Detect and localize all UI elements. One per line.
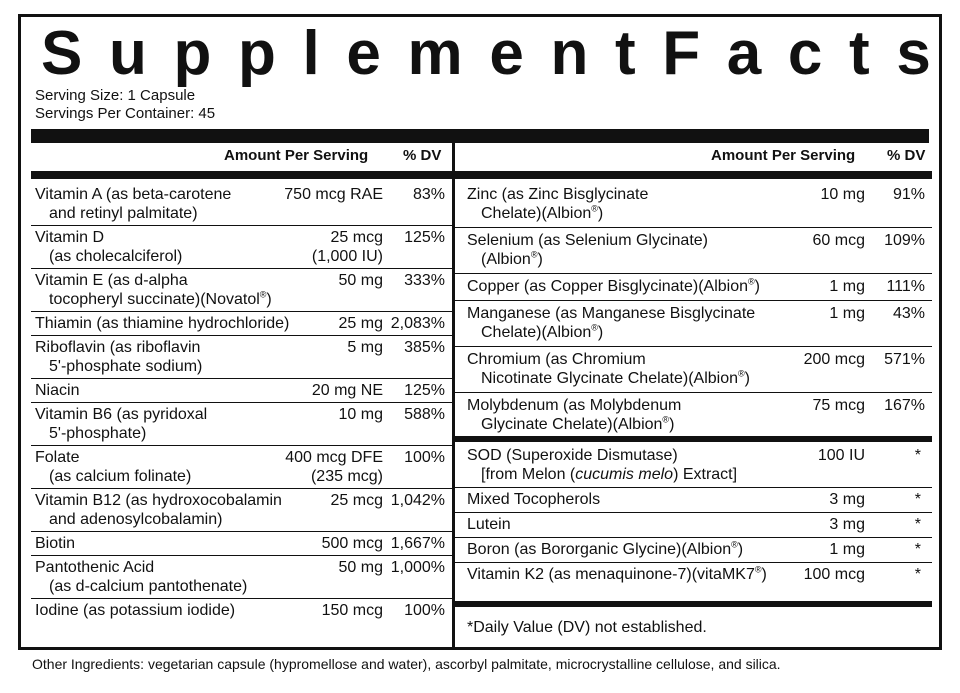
nutrient-daily-value: 111% [886,278,925,295]
title-letter: e [489,19,524,88]
nutrient-daily-value: * [914,447,921,464]
nutrient-name-line2: (as calcium folinate) [49,468,192,485]
top-thick-bar [31,129,929,143]
row-divider [31,598,452,599]
nutrient-amount: 20 mg NE [311,382,383,399]
row-divider [31,531,452,532]
row-divider [455,512,932,513]
right-amount-header: Amount Per Serving [711,147,856,164]
nutrient-name-line1: Pantothenic Acid [35,559,155,576]
nutrient-name-line2: and retinyl palmitate) [49,205,198,222]
nutrient-daily-value: 1,667% [390,535,445,552]
nutrient-name-line1: Vitamin K2 (as menaquinone-7)(vitaMK7®) [467,564,767,583]
nutrient-name [35,271,272,309]
title-letter: e [346,19,381,88]
title-letter: c [787,19,823,88]
nutrient-name [35,228,182,266]
row-divider [31,378,452,379]
row-divider [455,487,932,488]
title-letter: F [662,19,701,88]
left-dv-header: % DV [403,147,442,164]
left-header-bar [31,171,452,179]
nutrient-name-line1: Folate [35,449,80,466]
nutrient-name [35,314,289,333]
nutrient-daily-value: 125% [404,382,445,399]
nutrient-name-line1: Vitamin D [35,229,105,246]
nutrient-name-line1: Niacin [35,382,80,399]
nutrient-name-line2: (Albion®) [481,249,543,268]
nutrient-name-line1: Riboflavin (as riboflavin [35,339,201,356]
nutrient-daily-value: * [914,491,921,508]
nutrient-amount: 75 mcg [812,397,865,414]
row-divider [31,488,452,489]
nutrient-name-line1: Chromium (as Chromium [467,351,646,368]
row-divider [455,562,932,563]
nutrient-name-line1: Copper (as Copper Bisglycinate)(Albion®) [467,276,760,295]
row-divider [31,268,452,269]
nutrient-daily-value: 43% [892,305,925,322]
nutrient-daily-value: 100% [404,449,445,466]
nutrient-name-line2: Chelate)(Albion®) [481,322,604,341]
nutrient-name [35,448,191,486]
nutrient-amount: 10 mg [338,406,383,423]
nutrient-amount: 150 mcg [321,602,383,619]
supplement-facts-panel [18,14,942,650]
nutrient-daily-value: 2,083% [390,315,445,332]
nutrient-daily-value: 571% [884,351,925,368]
nutrient-name [467,185,648,223]
serving-info [35,87,215,123]
nutrient-name-line1: Iodine (as potassium iodide) [35,602,236,619]
nutrient-name-line2: [from Melon (cucumis melo) Extract] [481,466,738,483]
right-dv-header: % DV [887,147,926,164]
nutrient-daily-value: 125% [404,229,445,246]
nutrient-name-line2: Glycinate Chelate)(Albion®) [481,414,675,433]
nutrient-amount: 25 mg [338,315,383,332]
row-divider [455,346,932,347]
row-divider [31,555,452,556]
nutrient-name [35,338,202,376]
title-letter: a [726,19,762,88]
title-letter: p [238,19,276,88]
nutrient-name [467,565,767,584]
nutrient-name [467,515,511,534]
title-letter: n [550,19,589,88]
row-divider [455,227,932,228]
left-amount-header: Amount Per Serving [224,147,369,164]
serving-size: Serving Size: 1 Capsule [35,87,196,104]
title-letter: S [41,19,83,88]
nutrient-amount: 3 mg [829,491,865,508]
nutrient-name-line1: Thiamin (as thiamine hydrochloride) [35,315,290,332]
nutrient-name-line1: Zinc (as Zinc Bisglycinate [467,186,649,203]
nutrient-name [35,601,235,620]
nutrient-name-line2: 5'-phosphate sodium) [49,358,203,375]
other-ingredients: Other Ingredients: vegetarian capsule (hypromellose and water), ascorbyl palmitate, microcrystalline cellulose, and silica. [32,656,781,672]
nutrient-amount: 500 mcg [321,535,383,552]
nutrient-name-line1: Lutein [467,516,511,533]
nutrient-name-line1: Manganese (as Manganese Bisglycinate [467,305,756,322]
nutrient-daily-value: 109% [884,232,925,249]
right-bottom-bar [455,601,932,607]
nutrient-name-line1: Biotin [35,535,76,552]
nutrient-name [35,534,75,553]
right-header-bar [455,171,932,179]
nutrient-name [35,405,207,443]
nutrient-daily-value: 83% [412,186,445,203]
nutrient-name-line1: Selenium (as Selenium Glycinate) [467,232,708,249]
nutrient-name [35,491,282,529]
row-divider [31,225,452,226]
nutrient-name-line2: Nicotinate Glycinate Chelate)(Albion®) [481,368,750,387]
nutrient-amount: 100 mcg [803,566,865,583]
nutrient-daily-value: * [914,541,921,558]
nutrient-name-line1: Vitamin A (as beta-carotene [35,186,232,203]
nutrient-amount: 750 mcg RAE [284,186,383,203]
nutrient-name-line2: Chelate)(Albion®) [481,203,604,222]
row-divider [31,445,452,446]
nutrient-amount: 25 mcg (1,000 IU) [311,229,383,265]
nutrient-daily-value: 1,000% [390,559,445,576]
nutrient-amount: 400 mcg DFE (235 mcg) [285,449,383,485]
nutrient-amount: 1 mg [829,541,865,558]
daily-value-footnote: *Daily Value (DV) not established. [467,619,707,636]
nutrient-amount: 10 mg [820,186,865,203]
nutrient-name [35,558,247,596]
right-section-bar [455,436,932,442]
nutrient-amount: 50 mg [338,272,383,289]
nutrient-name [467,446,737,484]
title-letter: m [407,19,463,88]
nutrient-name-line1: Boron (as Bororganic Glycine)(Albion®) [467,539,744,558]
title-letter: l [302,19,320,88]
nutrient-name-line2: and adenosylcobalamin) [49,511,223,528]
servings-per-container: Servings Per Container: 45 [35,105,216,122]
row-divider [455,537,932,538]
column-separator [452,143,455,647]
nutrient-name [467,350,750,388]
nutrient-amount: 50 mg [338,559,383,576]
nutrient-daily-value: 167% [884,397,925,414]
nutrient-daily-value: 100% [404,602,445,619]
nutrient-daily-value: * [914,566,921,583]
nutrient-amount: 1 mg [829,305,865,322]
nutrient-name [467,304,755,342]
nutrient-name-line2: tocopheryl succinate)(Novatol®) [49,289,272,308]
panel-title [41,15,931,93]
row-divider [455,300,932,301]
nutrient-daily-value: 385% [404,339,445,356]
row-divider [31,402,452,403]
row-divider [31,311,452,312]
nutrient-name [467,396,681,434]
nutrient-name-line2: 5'-phosphate) [49,425,147,442]
nutrient-name-line1: Molybdenum (as Molybdenum [467,397,682,414]
row-divider [31,335,452,336]
row-divider [455,273,932,274]
nutrient-name [467,277,760,296]
nutrient-name [35,185,231,223]
nutrient-name-line1: SOD (Superoxide Dismutase) [467,447,678,464]
nutrient-daily-value: * [914,516,921,533]
title-letter: s [896,19,931,88]
row-divider [455,392,932,393]
nutrient-amount: 1 mg [829,278,865,295]
nutrient-name-line2: (as d-calcium pantothenate) [49,578,248,595]
title-letter: p [173,19,212,88]
nutrient-name [467,540,743,559]
nutrient-daily-value: 1,042% [390,492,445,509]
nutrient-name-line1: Mixed Tocopherols [467,491,601,508]
nutrient-daily-value: 91% [892,186,925,203]
nutrient-name-line2: (as cholecalciferol) [49,248,183,265]
nutrient-name-line1: Vitamin E (as d-alpha [35,272,188,289]
nutrient-amount: 5 mg [347,339,383,356]
nutrient-daily-value: 333% [404,272,445,289]
nutrient-name [467,231,708,269]
nutrient-amount: 60 mcg [812,232,865,249]
title-letter: t [849,19,870,88]
nutrient-name [467,490,600,509]
nutrient-name-line1: Vitamin B6 (as pyridoxal [35,406,208,423]
nutrient-daily-value: 588% [404,406,445,423]
title-letter: u [109,19,147,88]
nutrient-name [35,381,79,400]
title-letter: t [614,19,636,88]
nutrient-name-line1: Vitamin B12 (as hydroxocobalamin [35,492,282,509]
nutrient-amount: 100 IU [817,447,865,464]
nutrient-amount: 200 mcg [803,351,865,368]
nutrient-amount: 25 mcg [330,492,383,509]
nutrient-amount: 3 mg [829,516,865,533]
